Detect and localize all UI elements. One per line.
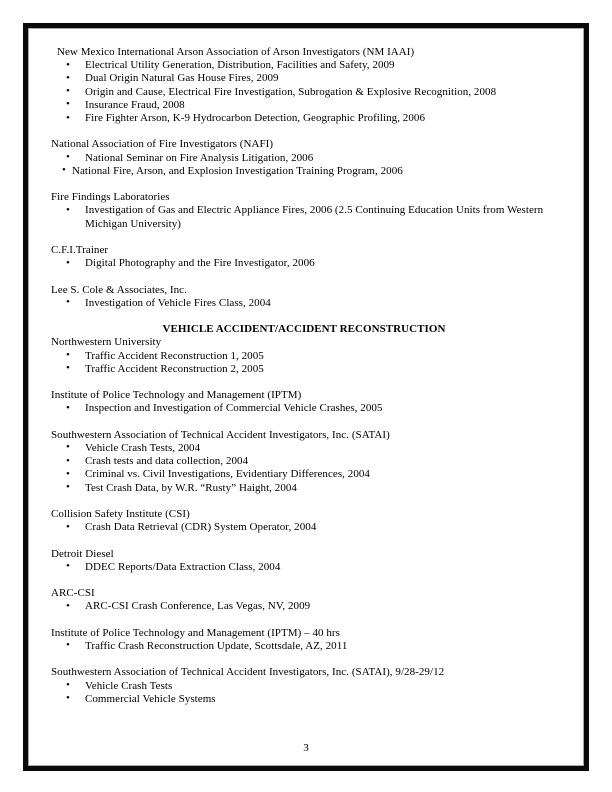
course-text: ARC-CSI Crash Conference, Las Vegas, NV, 2009 — [85, 600, 311, 613]
training-section — [51, 627, 557, 653]
course-list — [51, 442, 557, 495]
course-item — [51, 442, 557, 455]
training-section — [51, 336, 557, 376]
training-section — [51, 666, 557, 706]
course-text: Traffic Crash Reconstruction Update, Scottsdale, AZ, 2011 — [85, 639, 348, 652]
course-item — [51, 152, 557, 165]
course-text: Crash Data Retrieval (CDR) System Operator, 2004 — [85, 521, 317, 534]
training-section — [51, 284, 557, 310]
course-text: Commercial Vehicle Systems — [85, 692, 216, 705]
page-number: 3 — [303, 742, 309, 754]
course-list — [51, 600, 557, 613]
bullet-icon: • — [66, 71, 70, 84]
course-text: National Seminar on Fire Analysis Litigation, 2006 — [85, 151, 314, 164]
bullet-icon: • — [66, 560, 70, 573]
course-item — [51, 521, 557, 534]
bullet-icon: • — [66, 98, 70, 111]
bullet-icon: • — [66, 639, 70, 652]
course-item — [51, 72, 557, 85]
course-list — [51, 59, 557, 125]
bullet-icon: • — [66, 679, 70, 692]
bullet-icon: • — [66, 58, 70, 71]
bullet-icon: • — [66, 151, 70, 164]
organization-name: Southwestern Association of Technical Accident Investigators, Inc. (SATAI) — [51, 428, 390, 441]
course-item — [51, 86, 557, 99]
organization-name: Institute of Police Technology and Management (IPTM) – 40 hrs — [51, 626, 340, 639]
course-list — [51, 152, 557, 178]
bullet-icon: • — [66, 256, 70, 269]
section-heading: VEHICLE ACCIDENT/ACCIDENT RECONSTRUCTION — [162, 323, 446, 336]
course-text: Digital Photography and the Fire Investigator, 2006 — [85, 257, 315, 270]
course-text: Vehicle Crash Tests — [85, 679, 173, 692]
organization-name: Southwestern Association of Technical Accident Investigators, Inc. (SATAI), 9/28-29/12 — [51, 666, 445, 679]
course-item — [51, 402, 557, 415]
course-item — [51, 112, 557, 125]
organization-name: ARC-CSI — [51, 587, 95, 600]
course-item — [51, 99, 557, 112]
course-text: Test Crash Data, by W.R. “Rusty” Haight, 2004 — [85, 481, 297, 494]
course-item — [51, 561, 557, 574]
course-item — [51, 640, 557, 653]
course-list — [51, 350, 557, 376]
bullet-icon: • — [66, 520, 70, 533]
bullet-icon: • — [66, 692, 70, 705]
course-text: Criminal vs. Civil Investigations, Evidentiary Differences, 2004 — [85, 468, 370, 481]
training-section — [51, 548, 557, 574]
course-item — [51, 482, 557, 495]
training-section — [51, 587, 557, 613]
bullet-icon: • — [66, 401, 70, 414]
organization-name: Institute of Police Technology and Management (IPTM) — [51, 389, 302, 402]
course-item — [51, 693, 557, 706]
course-list — [51, 521, 557, 534]
bullet-icon: • — [66, 599, 70, 612]
course-list — [51, 204, 557, 230]
bullet-icon: • — [66, 481, 70, 494]
organization-name: Collision Safety Institute (CSI) — [51, 507, 190, 520]
organization-name: Lee S. Cole & Associates, Inc. — [51, 283, 187, 296]
organization-name: Fire Findings Laboratories — [51, 191, 170, 204]
course-item — [51, 204, 557, 230]
bullet-icon: • — [66, 111, 70, 124]
organization-name: New Mexico International Arson Association of Arson Investigators (NM IAAI) — [57, 46, 415, 58]
page-border-frame — [23, 23, 589, 771]
page-border-inner-line — [28, 28, 584, 766]
bullet-icon: • — [66, 203, 70, 216]
course-item — [51, 363, 557, 376]
document-content — [29, 29, 583, 706]
course-list — [51, 680, 557, 706]
course-text: Traffic Accident Reconstruction 1, 2005 — [85, 349, 264, 362]
bullet-icon: • — [66, 362, 70, 375]
training-section — [51, 389, 557, 415]
bullet-icon: • — [66, 349, 70, 362]
page-footer — [29, 742, 583, 755]
training-section — [51, 429, 557, 495]
bullet-icon: • — [66, 467, 70, 480]
training-section — [51, 508, 557, 534]
bullet-icon: • — [66, 441, 70, 454]
training-section — [51, 244, 557, 270]
course-text: Inspection and Investigation of Commercial Vehicle Crashes, 2005 — [85, 402, 383, 415]
course-list — [51, 640, 557, 653]
course-text: Electrical Utility Generation, Distribution, Facilities and Safety, 2009 — [85, 59, 395, 72]
bullet-icon: • — [66, 454, 70, 467]
course-list — [51, 402, 557, 415]
bullet-icon: • — [66, 85, 70, 98]
course-item — [51, 680, 557, 693]
organization-name: National Association of Fire Investigators (NAFI) — [51, 138, 274, 151]
course-text: Fire Fighter Arson, K-9 Hydrocarbon Detection, Geographic Profiling, 2006 — [85, 112, 425, 125]
course-item — [51, 455, 557, 468]
bullet-icon: • — [62, 164, 66, 177]
training-section — [51, 191, 557, 231]
course-item — [51, 297, 557, 310]
training-section — [51, 46, 557, 125]
course-text: Insurance Fraud, 2008 — [85, 98, 185, 111]
course-text: Investigation of Vehicle Fires Class, 2004 — [85, 296, 271, 309]
course-text: Traffic Accident Reconstruction 2, 2005 — [85, 362, 264, 375]
course-text: Investigation of Gas and Electric Appliance Fires, 2006 (2.5 Continuing Education Units from Western Michigan University) — [85, 204, 544, 230]
course-text: Origin and Cause, Electrical Fire Investigation, Subrogation & Explosive Recognition, 2008 — [85, 85, 497, 98]
bullet-icon: • — [66, 296, 70, 309]
training-section — [51, 138, 557, 178]
course-list — [51, 257, 557, 270]
course-list — [51, 561, 557, 574]
course-item — [51, 350, 557, 363]
course-item — [51, 59, 557, 72]
course-text: Dual Origin Natural Gas House Fires, 2009 — [85, 72, 279, 85]
course-item — [51, 165, 557, 178]
course-text: Vehicle Crash Tests, 2004 — [85, 441, 201, 454]
organization-name: Northwestern University — [51, 336, 162, 349]
course-text: DDEC Reports/Data Extraction Class, 2004 — [85, 560, 281, 573]
organization-name: Detroit Diesel — [51, 547, 114, 560]
course-item — [51, 257, 557, 270]
course-item — [51, 600, 557, 613]
course-text: Crash tests and data collection, 2004 — [85, 455, 249, 468]
course-item — [51, 468, 557, 481]
course-list — [51, 297, 557, 310]
organization-name: C.F.I.Trainer — [51, 244, 109, 256]
course-text: National Fire, Arson, and Explosion Investigation Training Program, 2006 — [72, 164, 403, 177]
